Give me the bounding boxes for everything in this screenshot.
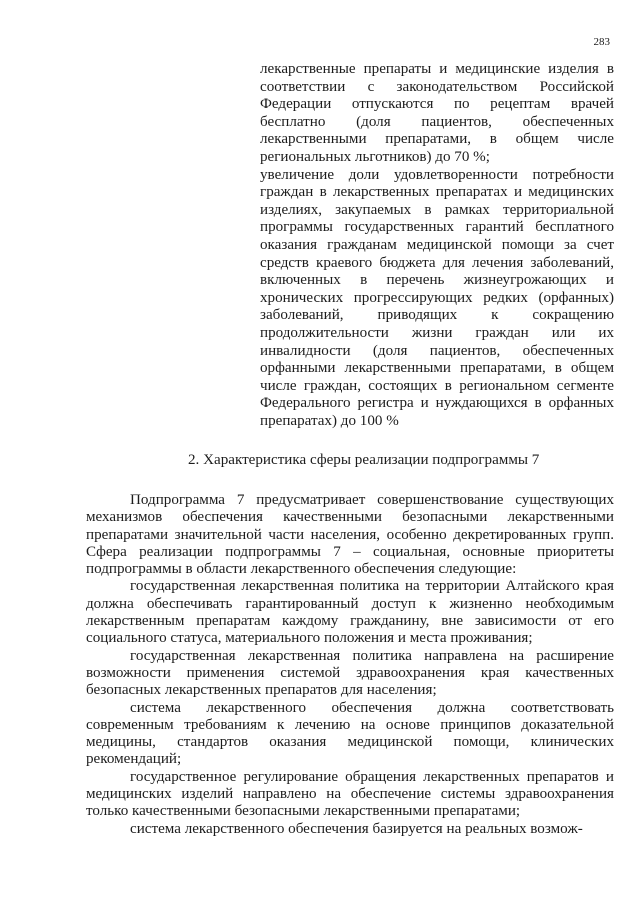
list-item: увеличение доли удовлетворенности потребности граждан в лекарственных препаратах и медицинских изделиях, закупаемых в рамках территориальной программы государственных гарантий бесплатного оказания гражданам медицинской помощи за счет средств краевого бюджета для лечения заболеваний, включенных в перечень жизнеугрожающих и хронических прогрессирующих редких (орфанных) заболеваний, приводящих к сокращению продолжительности жизни граждан или их инвалидности (доля пациентов, обеспеченных орфанными лекарственными препаратами, в общем числе граждан, состоящих в региональном сегменте Федерального регистра и нуждающихся в орфанных препаратах) до 100 % [260,166,614,429]
list-item: лекарственные препараты и медицинские изделия в соответствии с законодательством Российской Федерации отпускаются по рецептам врачей бесплатно (доля пациентов, обеспеченных лекарственными препаратами, в общем числе региональных льготников) до 70 %; [260,61,614,165]
paragraph: государственное регулирование обращения лекарственных препаратов и медицинских изделий направлено на обеспечение системы здравоохранения только качественными безопасными лекарственными препаратами; [86,768,614,820]
continued-list [260,61,614,430]
paragraph: государственная лекарственная политика направлена на расширение возможности применения системой здравоохранения края качественных безопасных лекарственных препаратов для населения; [86,647,614,699]
section-body [86,492,614,838]
paragraph: Подпрограмма 7 предусматривает совершенствование существующих механизмов обеспечения качественными безопасными лекарственными препаратами значительной части населения, особенно декретированных групп. Сфера реализации подпрограммы 7 – социальная, основные приоритеты подпрограммы в области лекарственного обеспечения следующие: [86,492,614,578]
paragraph: государственная лекарственная политика на территории Алтайского края должна обеспечивать гарантированный доступ к жизненно необходимым лекарственным препаратам каждому гражданину, вне зависимости от его социального статуса, материального положения и места проживания; [86,578,614,647]
page-number: 283 [593,36,610,48]
paragraph: система лекарственного обеспечения должна соответствовать современным требованиям к лечению на основе принципов доказательной медицины, стандартов оказания медицинской помощи, клинических рекомендаций; [86,699,614,768]
paragraph: система лекарственного обеспечения базируется на реальных возмож- [130,820,583,837]
section-heading: 2. Характеристика сферы реализации подпрограммы 7 [188,452,540,468]
